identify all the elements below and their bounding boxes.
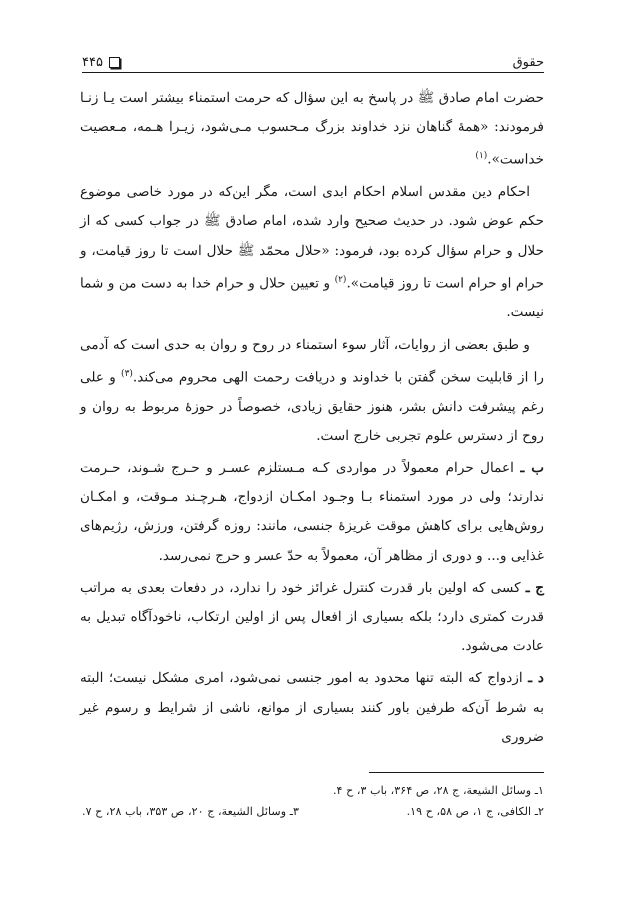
item-label-c: ج ـ [525, 579, 544, 596]
page-body [80, 84, 544, 755]
header-rule [82, 72, 544, 73]
footnote-2: ۲ـ الکافی، ج ۱، ص ۵۸، ح ۱۹. [406, 805, 544, 818]
paragraph-d: د ـ ازدواج که البته تنها محدود به امور جنسی نمی‌شود، امری مشکل نیست؛ البته به شرط آن‌که طرفین باور کنند بسیاری از موانع، ناشی از شرایط و رسوم غیر ضروری [80, 670, 544, 745]
square-box-icon [109, 57, 120, 68]
paragraph-c: ج ـ کسی که اولین بار قدرت کنترل غرائز خود را ندارد، در دفعات بعدی به مراتب قدرت کمتری دارد؛ بلکه بسیاری از افعال پس از اولین ارتکاب، ناخودآگاه تبدیل به عادت می‌شود. [80, 579, 544, 655]
item-label-b: ب ـ [520, 460, 545, 477]
footnote-ref-1: (۱) [475, 151, 488, 162]
paragraph-b: ب ـ اعمال حرام معمولاً در مواردی کـه مـستلزم عسـر و حـرج شـوند، حـرمت ندارند؛ ولی در مورد استمناء بـا وجـود امکـان ازدواج، هـرچـند مـوقت، و امکـان روش‌هایی برای کاهش موقت غریزهٔ جنسی، مانند: روزه گرفتن، ورزش، رژیم‌های غذایی و... و دوری از مظاهر آن، معمولاً به حدّ عسر و حرج نمی‌رسد. [80, 460, 545, 564]
page-number: ۴۴۵ [82, 55, 103, 70]
footnote-row [82, 801, 544, 822]
footnotes [82, 780, 544, 822]
paragraph-3: و طبق بعضی از روایات، آثار سوء استمناء در روح و روان به حدی است که آدمی را از قابلیت سخن گفتن با خداوند و دریافت رحمت الهی محروم می‌کند.$^{(۳)}$ و علی رغم پیشرفت دانش بشر، هنوز حقایق زیادی، خصوصاً در حوزهٔ مربوط به روان و روح از دسترس علوم تجربی خارج است. [80, 336, 544, 444]
footnote-3: ۳ـ وسائل الشیعة، ج ۲۰، ص ۳۵۳، باب ۲۸، ح ۷. [82, 805, 300, 818]
footnote-ref-2: (۲) [334, 274, 347, 285]
footnote-rule [369, 772, 544, 773]
paragraph-2: احکام دین مقدس اسلام احکام ابدی است، مگر این‌که در مورد خاصی موضوع حکم عوض شود. در حدیث صحیح وارد شده، امام صادق ﷺ در جواب کسی که از حلال و حرام سؤال کرده بود، فرمود: «حلال محمّد ﷺ حلال است تا روز قیامت، و حرام او حرام است تا روز قیامت».$^{(۲)}$ و تعیین حلال و حرام خدا به دست من و شما نیست. [80, 184, 544, 321]
page-header [82, 44, 544, 70]
footnote-1: ۱ـ وسائل الشیعة، ج ۲۸، ص ۳۶۴، باب ۳، ح ۴. [332, 784, 544, 797]
running-title: حقوق [512, 55, 544, 70]
footnote-ref-3: (۳) [121, 368, 133, 379]
page-number-group [82, 55, 120, 70]
paragraph-1: حضرت امام صادق ﷺ در پاسخ به این سؤال که حرمت استمناء بیشتر است یـا زنـا فرمودند: «همهٔ گناهان نزد خداوند بزرگ مـحسوب مـی‌شود، زیـرا هـمه، مـعصیت خداست».$^{(۱)}$ [80, 90, 544, 168]
item-label-d: د ـ [528, 670, 544, 687]
